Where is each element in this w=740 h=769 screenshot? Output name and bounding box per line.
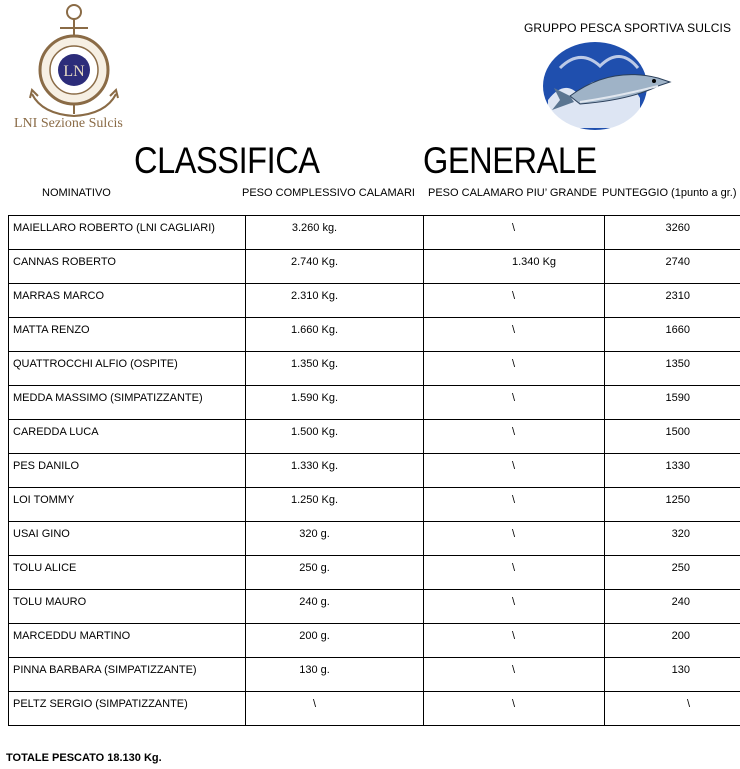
cell-total-weight <box>246 522 424 556</box>
cell-biggest-squid <box>424 420 605 454</box>
fish-wave-logo <box>540 38 675 133</box>
cell-biggest-squid <box>424 522 605 556</box>
cell-score <box>605 454 740 488</box>
cell-total-weight <box>246 386 424 420</box>
table-row <box>9 692 740 726</box>
total-weight-text: 2.310 Kg. <box>290 290 339 302</box>
score-text: \ <box>686 698 690 710</box>
cell-biggest-squid <box>424 658 605 692</box>
page-title-part1: CLASSIFICA <box>134 140 320 181</box>
ranking-table <box>8 215 740 726</box>
score-text: 1330 <box>665 460 690 472</box>
score-text: 1660 <box>665 324 690 336</box>
cell-score <box>605 658 740 692</box>
participant-name-text: MATTA RENZO <box>13 324 90 336</box>
cell-participant-name <box>9 318 246 352</box>
cell-score <box>605 318 740 352</box>
total-weight-text: 1.660 Kg. <box>290 324 339 336</box>
score-text: 2310 <box>665 290 690 302</box>
biggest-squid-text: \ <box>512 358 516 370</box>
header-score: PUNTEGGIO (1punto a gr.) <box>602 187 737 199</box>
total-weight-text: 1.500 Kg. <box>290 426 339 438</box>
participant-name-text: QUATTROCCHI ALFIO (OSPITE) <box>13 358 178 370</box>
cell-total-weight <box>246 352 424 386</box>
cell-total-weight <box>246 250 424 284</box>
participant-name-text: MARCEDDU MARTINO <box>13 630 131 642</box>
cell-participant-name <box>9 658 246 692</box>
participant-name-text: PES DANILO <box>13 460 80 472</box>
table-row <box>9 658 740 692</box>
total-weight-text: 1.350 Kg. <box>290 358 339 370</box>
cell-biggest-squid <box>424 352 605 386</box>
cell-total-weight <box>246 590 424 624</box>
participant-name-text: CANNAS ROBERTO <box>13 256 116 268</box>
participant-name-text: MAIELLARO ROBERTO (LNI CAGLIARI) <box>13 222 215 234</box>
total-weight-text: 3.260 kg. <box>291 222 338 234</box>
table-row <box>9 556 740 590</box>
cell-participant-name <box>9 624 246 658</box>
participant-name-text: TOLU MAURO <box>13 596 87 608</box>
biggest-squid-text: \ <box>512 392 516 404</box>
cell-participant-name <box>9 284 246 318</box>
cell-score <box>605 250 740 284</box>
table-row <box>9 284 740 318</box>
biggest-squid-text: \ <box>512 494 516 506</box>
cell-participant-name <box>9 352 246 386</box>
total-weight-text: 130 g. <box>299 664 330 676</box>
cell-participant-name <box>9 420 246 454</box>
cell-total-weight <box>246 488 424 522</box>
cell-score <box>605 522 740 556</box>
cell-participant-name <box>9 692 246 726</box>
participant-name-text: MARRAS MARCO <box>13 290 105 302</box>
score-text: 1590 <box>665 392 690 404</box>
cell-score <box>605 556 740 590</box>
score-text: 320 <box>671 528 690 540</box>
page-title-part2: GENERALE <box>423 140 597 181</box>
cell-biggest-squid <box>424 454 605 488</box>
score-text: 1500 <box>665 426 690 438</box>
cell-biggest-squid <box>424 590 605 624</box>
cell-score <box>605 386 740 420</box>
header-name: NOMINATIVO <box>42 187 111 199</box>
cell-total-weight <box>246 692 424 726</box>
cell-score <box>605 420 740 454</box>
cell-biggest-squid <box>424 318 605 352</box>
total-weight-text: 1.330 Kg. <box>290 460 339 472</box>
cell-biggest-squid <box>424 216 605 250</box>
total-weight-text: 250 g. <box>299 562 330 574</box>
score-text: 240 <box>671 596 690 608</box>
cell-score <box>605 284 740 318</box>
cell-participant-name <box>9 488 246 522</box>
cell-biggest-squid <box>424 488 605 522</box>
cell-score <box>605 624 740 658</box>
table-row <box>9 250 740 284</box>
cell-participant-name <box>9 556 246 590</box>
table-row <box>9 454 740 488</box>
score-text: 1250 <box>665 494 690 506</box>
cell-participant-name <box>9 250 246 284</box>
total-weight-text: 1.590 Kg. <box>290 392 339 404</box>
cell-score <box>605 216 740 250</box>
participant-name-text: MEDDA MASSIMO (SIMPATIZZANTE) <box>13 392 203 404</box>
cell-score <box>605 692 740 726</box>
score-text: 130 <box>671 664 690 676</box>
cell-score <box>605 488 740 522</box>
table-row <box>9 624 740 658</box>
score-text: 3260 <box>665 222 690 234</box>
biggest-squid-text: \ <box>512 630 516 642</box>
cell-total-weight <box>246 556 424 590</box>
biggest-squid-text: \ <box>512 222 516 234</box>
cell-participant-name <box>9 522 246 556</box>
left-logo-caption: LNI Sezione Sulcis <box>14 116 123 131</box>
table-row <box>9 590 740 624</box>
cell-participant-name <box>9 454 246 488</box>
score-text: 1350 <box>665 358 690 370</box>
biggest-squid-text: \ <box>512 528 516 540</box>
score-text: 250 <box>671 562 690 574</box>
biggest-squid-text: \ <box>512 698 516 710</box>
table-row <box>9 522 740 556</box>
cell-total-weight <box>246 284 424 318</box>
right-logo-title: GRUPPO PESCA SPORTIVA SULCIS <box>524 21 732 35</box>
cell-total-weight <box>246 624 424 658</box>
total-weight-text: 2.740 Kg. <box>290 256 339 268</box>
table-row <box>9 216 740 250</box>
participant-name-text: CAREDDA LUCA <box>13 426 99 438</box>
participant-name-text: USAI GINO <box>13 528 70 540</box>
total-catch: TOTALE PESCATO 18.130 Kg. <box>6 752 162 764</box>
participant-name-text: PELTZ SERGIO (SIMPATIZZANTE) <box>13 698 188 710</box>
cell-score <box>605 590 740 624</box>
table-row <box>9 420 740 454</box>
participant-name-text: LOI TOMMY <box>13 494 75 506</box>
table-row <box>9 386 740 420</box>
biggest-squid-text: \ <box>512 426 516 438</box>
lega-navale-logo <box>22 2 127 134</box>
cell-total-weight <box>246 658 424 692</box>
cell-score <box>605 352 740 386</box>
score-text: 200 <box>671 630 690 642</box>
cell-participant-name <box>9 590 246 624</box>
total-weight-text: 320 g. <box>299 528 330 540</box>
cell-biggest-squid <box>424 556 605 590</box>
biggest-squid-text: 1.340 Kg <box>512 256 557 268</box>
svg-text:LN: LN <box>63 63 85 80</box>
biggest-squid-text: \ <box>512 562 516 574</box>
header-biggest: PESO CALAMARO PIU’ GRANDE <box>428 187 597 199</box>
cell-total-weight <box>246 454 424 488</box>
biggest-squid-text: \ <box>512 324 516 336</box>
header-total-weight: PESO COMPLESSIVO CALAMARI <box>242 187 415 199</box>
participant-name-text: TOLU ALICE <box>13 562 77 574</box>
cell-participant-name <box>9 386 246 420</box>
biggest-squid-text: \ <box>512 460 516 472</box>
cell-biggest-squid <box>424 386 605 420</box>
cell-total-weight <box>246 318 424 352</box>
table-row <box>9 488 740 522</box>
cell-biggest-squid <box>424 692 605 726</box>
score-text: 2740 <box>665 256 690 268</box>
cell-biggest-squid <box>424 624 605 658</box>
cell-biggest-squid <box>424 250 605 284</box>
cell-participant-name <box>9 216 246 250</box>
total-weight-text: \ <box>312 698 317 710</box>
cell-total-weight <box>246 216 424 250</box>
total-weight-text: 200 g. <box>299 630 330 642</box>
total-weight-text: 240 g. <box>299 596 330 608</box>
cell-biggest-squid <box>424 284 605 318</box>
cell-total-weight <box>246 420 424 454</box>
total-weight-text: 1.250 Kg. <box>290 494 339 506</box>
biggest-squid-text: \ <box>512 596 516 608</box>
biggest-squid-text: \ <box>512 290 516 302</box>
participant-name-text: PINNA BARBARA (SIMPATIZZANTE) <box>13 664 197 676</box>
table-row <box>9 318 740 352</box>
table-row <box>9 352 740 386</box>
biggest-squid-text: \ <box>512 664 516 676</box>
